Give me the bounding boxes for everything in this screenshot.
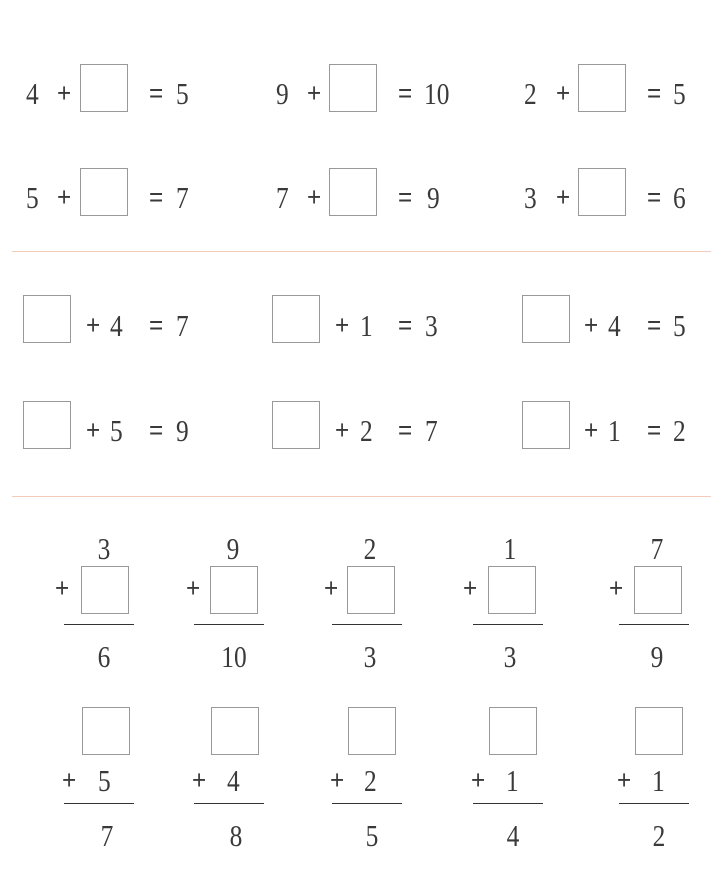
- equals-sign: =: [398, 182, 413, 212]
- addend: 5: [110, 413, 123, 448]
- answer-box[interactable]: [488, 566, 536, 614]
- plus-sign: +: [307, 78, 322, 108]
- answer-box[interactable]: [635, 707, 683, 755]
- top-addend: 3: [97, 531, 111, 566]
- answer-box[interactable]: [329, 168, 377, 216]
- equals-sign: =: [149, 310, 164, 340]
- result: 9: [176, 413, 189, 448]
- plus-sign: +: [463, 573, 478, 603]
- sum: 4: [506, 818, 520, 853]
- answer-box[interactable]: [272, 401, 320, 449]
- sum: 9: [650, 639, 664, 674]
- answer-box[interactable]: [522, 401, 570, 449]
- addend: 3: [524, 180, 537, 215]
- addend: 7: [276, 180, 289, 215]
- addend: 4: [608, 308, 621, 343]
- result: 6: [673, 180, 686, 215]
- plus-sign: +: [307, 182, 322, 212]
- plus-sign: +: [330, 765, 345, 795]
- equals-sign: =: [149, 78, 164, 108]
- result: 7: [176, 180, 189, 215]
- plus-sign: +: [57, 182, 72, 212]
- top-addend: 1: [503, 531, 517, 566]
- answer-box[interactable]: [578, 64, 626, 112]
- result: 7: [425, 413, 438, 448]
- sum-line: [332, 624, 402, 625]
- top-addend: 7: [650, 531, 664, 566]
- addend: 1: [608, 413, 621, 448]
- answer-box[interactable]: [81, 566, 129, 614]
- sum-line: [332, 803, 402, 804]
- answer-box[interactable]: [634, 566, 682, 614]
- addend: 4: [110, 308, 123, 343]
- sum: 3: [363, 639, 377, 674]
- addend: 9: [276, 76, 289, 111]
- section-divider: [12, 251, 711, 252]
- sum-line: [64, 803, 134, 804]
- answer-box[interactable]: [210, 566, 258, 614]
- answer-box[interactable]: [80, 64, 128, 112]
- equals-sign: =: [398, 310, 413, 340]
- sum-line: [194, 803, 264, 804]
- top-addend: 2: [363, 531, 377, 566]
- sum-line: [194, 624, 264, 625]
- plus-sign: +: [556, 182, 571, 212]
- plus-sign: +: [62, 765, 77, 795]
- plus-sign: +: [584, 415, 599, 445]
- equals-sign: =: [149, 415, 164, 445]
- equals-sign: =: [647, 182, 662, 212]
- plus-sign: +: [584, 310, 599, 340]
- answer-box[interactable]: [211, 707, 259, 755]
- sum: 7: [100, 818, 114, 853]
- plus-sign: +: [556, 78, 571, 108]
- sum: 3: [503, 639, 517, 674]
- bottom-addend: 1: [652, 763, 665, 798]
- plus-sign: +: [324, 573, 339, 603]
- answer-box[interactable]: [80, 168, 128, 216]
- answer-box[interactable]: [347, 566, 395, 614]
- equals-sign: =: [398, 415, 413, 445]
- plus-sign: +: [186, 573, 201, 603]
- equals-sign: =: [647, 78, 662, 108]
- sum-line: [619, 624, 689, 625]
- result: 3: [425, 308, 438, 343]
- plus-sign: +: [617, 765, 632, 795]
- addend: 1: [360, 308, 373, 343]
- plus-sign: +: [609, 573, 624, 603]
- plus-sign: +: [471, 765, 486, 795]
- plus-sign: +: [335, 310, 350, 340]
- plus-sign: +: [335, 415, 350, 445]
- plus-sign: +: [86, 415, 101, 445]
- result: 7: [176, 308, 189, 343]
- sum: 5: [365, 818, 379, 853]
- answer-box[interactable]: [272, 295, 320, 343]
- sum-line: [64, 624, 134, 625]
- sum: 10: [221, 639, 247, 674]
- result: 5: [176, 76, 189, 111]
- sum-line: [473, 624, 543, 625]
- bottom-addend: 5: [98, 763, 111, 798]
- bottom-addend: 2: [364, 763, 377, 798]
- answer-box[interactable]: [489, 707, 537, 755]
- answer-box[interactable]: [578, 168, 626, 216]
- result: 5: [673, 76, 686, 111]
- answer-box[interactable]: [23, 295, 71, 343]
- bottom-addend: 1: [506, 763, 519, 798]
- result: 10: [424, 76, 450, 111]
- result: 9: [427, 180, 440, 215]
- answer-box[interactable]: [348, 707, 396, 755]
- plus-sign: +: [192, 765, 207, 795]
- equals-sign: =: [149, 182, 164, 212]
- sum: 8: [229, 818, 243, 853]
- plus-sign: +: [57, 78, 72, 108]
- addend: 4: [26, 76, 39, 111]
- sum-line: [473, 803, 543, 804]
- addend: 2: [360, 413, 373, 448]
- result: 2: [673, 413, 686, 448]
- top-addend: 9: [226, 531, 240, 566]
- addend: 2: [524, 76, 537, 111]
- bottom-addend: 4: [227, 763, 240, 798]
- sum: 6: [97, 639, 111, 674]
- answer-box[interactable]: [522, 295, 570, 343]
- addend: 5: [26, 180, 39, 215]
- plus-sign: +: [86, 310, 101, 340]
- section-divider: [12, 496, 711, 497]
- sum-line: [619, 803, 689, 804]
- plus-sign: +: [55, 573, 70, 603]
- answer-box[interactable]: [82, 707, 130, 755]
- sum: 2: [652, 818, 666, 853]
- equals-sign: =: [398, 78, 413, 108]
- result: 5: [673, 308, 686, 343]
- answer-box[interactable]: [329, 64, 377, 112]
- answer-box[interactable]: [23, 401, 71, 449]
- equals-sign: =: [647, 415, 662, 445]
- equals-sign: =: [647, 310, 662, 340]
